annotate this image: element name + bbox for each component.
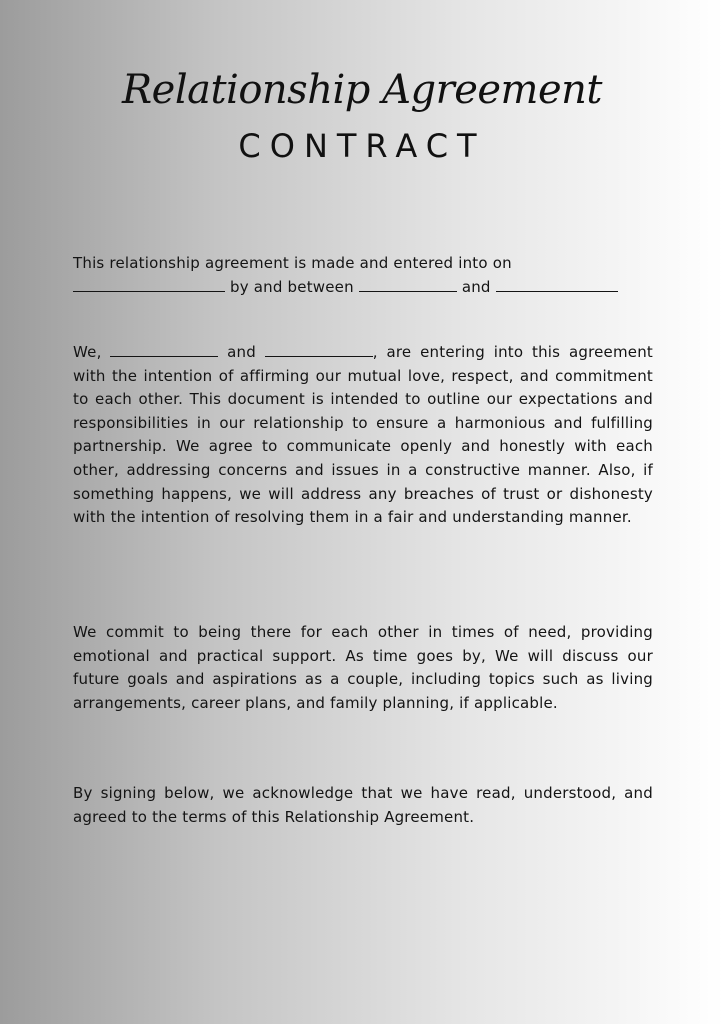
intro-line-2 bbox=[73, 276, 653, 300]
date-blank-line[interactable] bbox=[73, 279, 225, 292]
paragraph-support: We commit to being there for each other in times of need, providing emotional and practical support. As time goes by, We will discuss our future goals and aspirations as a couple, including topics such as living arrangements, career plans, and family planning, if applicable. bbox=[73, 623, 653, 712]
and-text-2: and bbox=[227, 343, 256, 361]
partner-b-name-blank[interactable] bbox=[265, 344, 373, 357]
document-contract-title: CONTRACT bbox=[238, 127, 486, 165]
party-b-blank-line[interactable] bbox=[496, 279, 618, 292]
intro-section bbox=[73, 252, 653, 299]
and-text: and bbox=[461, 277, 491, 296]
paragraph-acknowledgement: By signing below, we acknowledge that we have read, understood, and agreed to the terms of this Relationship Agreement. bbox=[73, 784, 653, 826]
document-script-title: Relationship Agreement bbox=[122, 67, 602, 113]
party-a-blank-line[interactable] bbox=[359, 279, 457, 292]
we-text: We, bbox=[73, 343, 102, 361]
partner-a-name-blank[interactable] bbox=[110, 344, 218, 357]
paragraph-commitment-text: , are entering into this agreement with the intention of affirming our mutual love, respect, and commitment to each other. This document is intended to outline our expectations and responsibilities in our relationship to ensure a harmonious and fulfilling partnership. We agree to communicate openly and honestly with each other, addressing concerns and issues in a constructive manner. Also, if something happens, we will address any breaches of trust or dishonesty with the intention of resolving them in a fair and understanding manner. bbox=[73, 343, 654, 527]
by-and-between-text: by and between bbox=[230, 277, 354, 296]
paragraph-commitment bbox=[73, 341, 653, 530]
intro-line-1: This relationship agreement is made and entered into on bbox=[73, 254, 512, 272]
